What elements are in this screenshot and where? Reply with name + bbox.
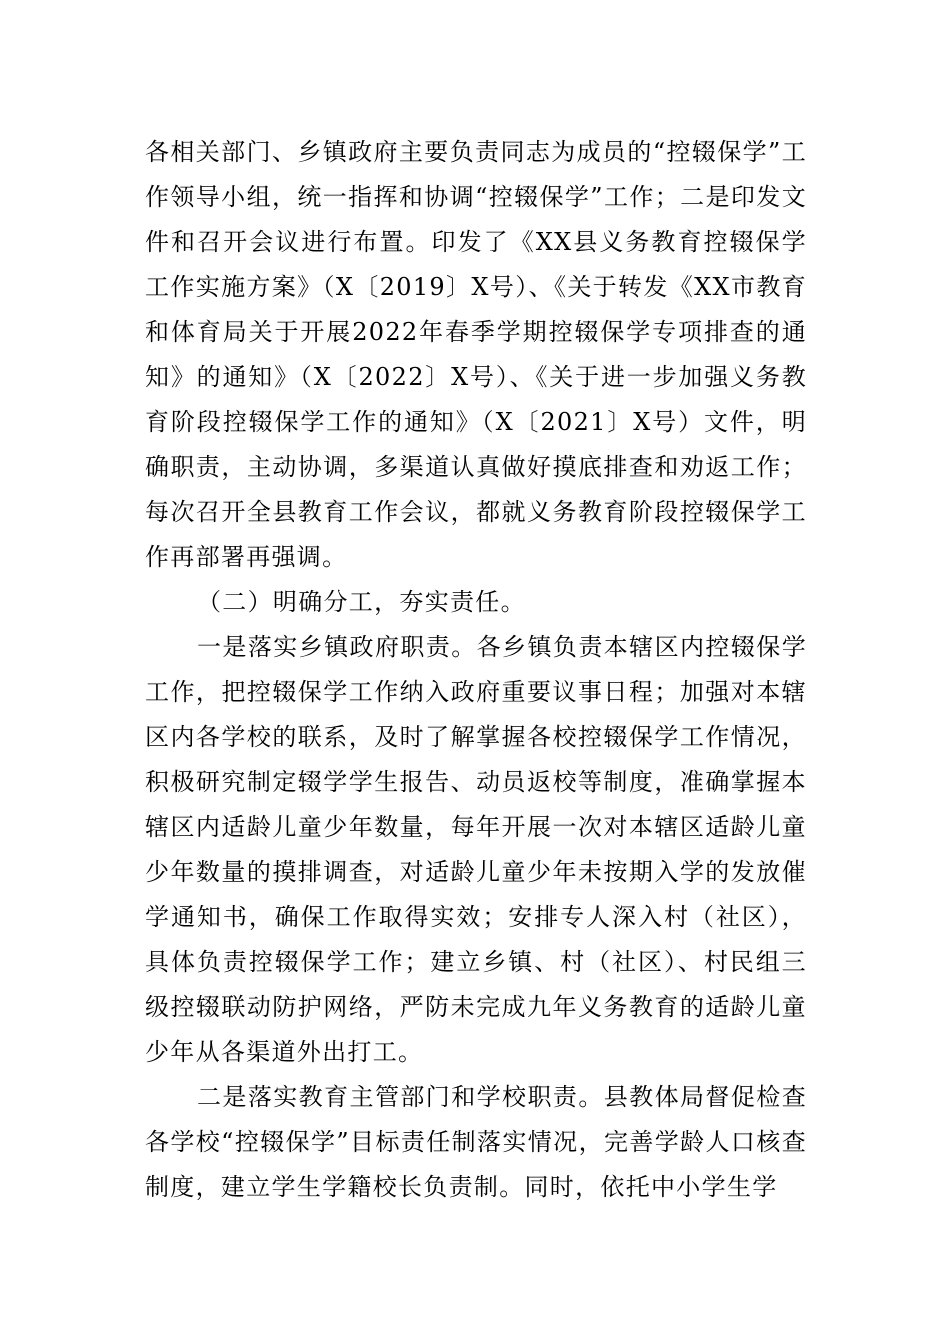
section-heading-division-of-labor: （二）明确分工，夯实责任。 <box>197 588 526 616</box>
paragraph-township-duties: 一是落实乡镇政府职责。各乡镇负责本辖区内控辍保学工作，把控辍保学工作纳入政府重要议事日程；加强对本辖区内各学校的联系，及时了解掌握各校控辍保学工作情况，积极研究制定辍学学生报告、动员返校等制度，准确掌握本辖区内适龄儿童少年数量，每年开展一次对本辖区适龄儿童少年数量的摸排调查，对适龄儿童少年未按期入学的发放催学通知书，确保工作取得实效；安排专人深入村（社区），具体负责控辍保学工作；建立乡镇、村（社区）、村民组三级控辍联动防护网络，严防未完成九年义务教育的适龄儿童少年从各渠道外出打工。 <box>145 633 807 1066</box>
paragraph-leading-group: 各相关部门、乡镇政府主要负责同志为成员的“控辍保学”工作领导小组，统一指挥和协调“控辍保学”工作；二是印发文件和召开会议进行布置。印发了《XX县义务教育控辍保学工作实施方案》（X〔2019〕X号）、《关于转发《XX市教育和体育局关于开展2022年春季学期控辍保学专项排查的通知》的通知》（X〔2022〕X号）、《关于进一步加强义务教育阶段控辍保学工作的通知》（X〔2021〕X号）文件，明确职责，主动协调，多渠道认真做好摸底排查和劝返工作；每次召开全县教育工作会议，都就义务教育阶段控辍保学工作再部署再强调。 <box>145 138 807 571</box>
document-page <box>145 130 807 1210</box>
paragraph-education-dept-duties: 二是落实教育主管部门和学校职责。县教体局督促检查各学校“控辍保学”目标责任制落实情况，完善学龄人口核查制度，建立学生学籍校长负责制。同时，依托中小学生学 <box>145 1083 807 1201</box>
